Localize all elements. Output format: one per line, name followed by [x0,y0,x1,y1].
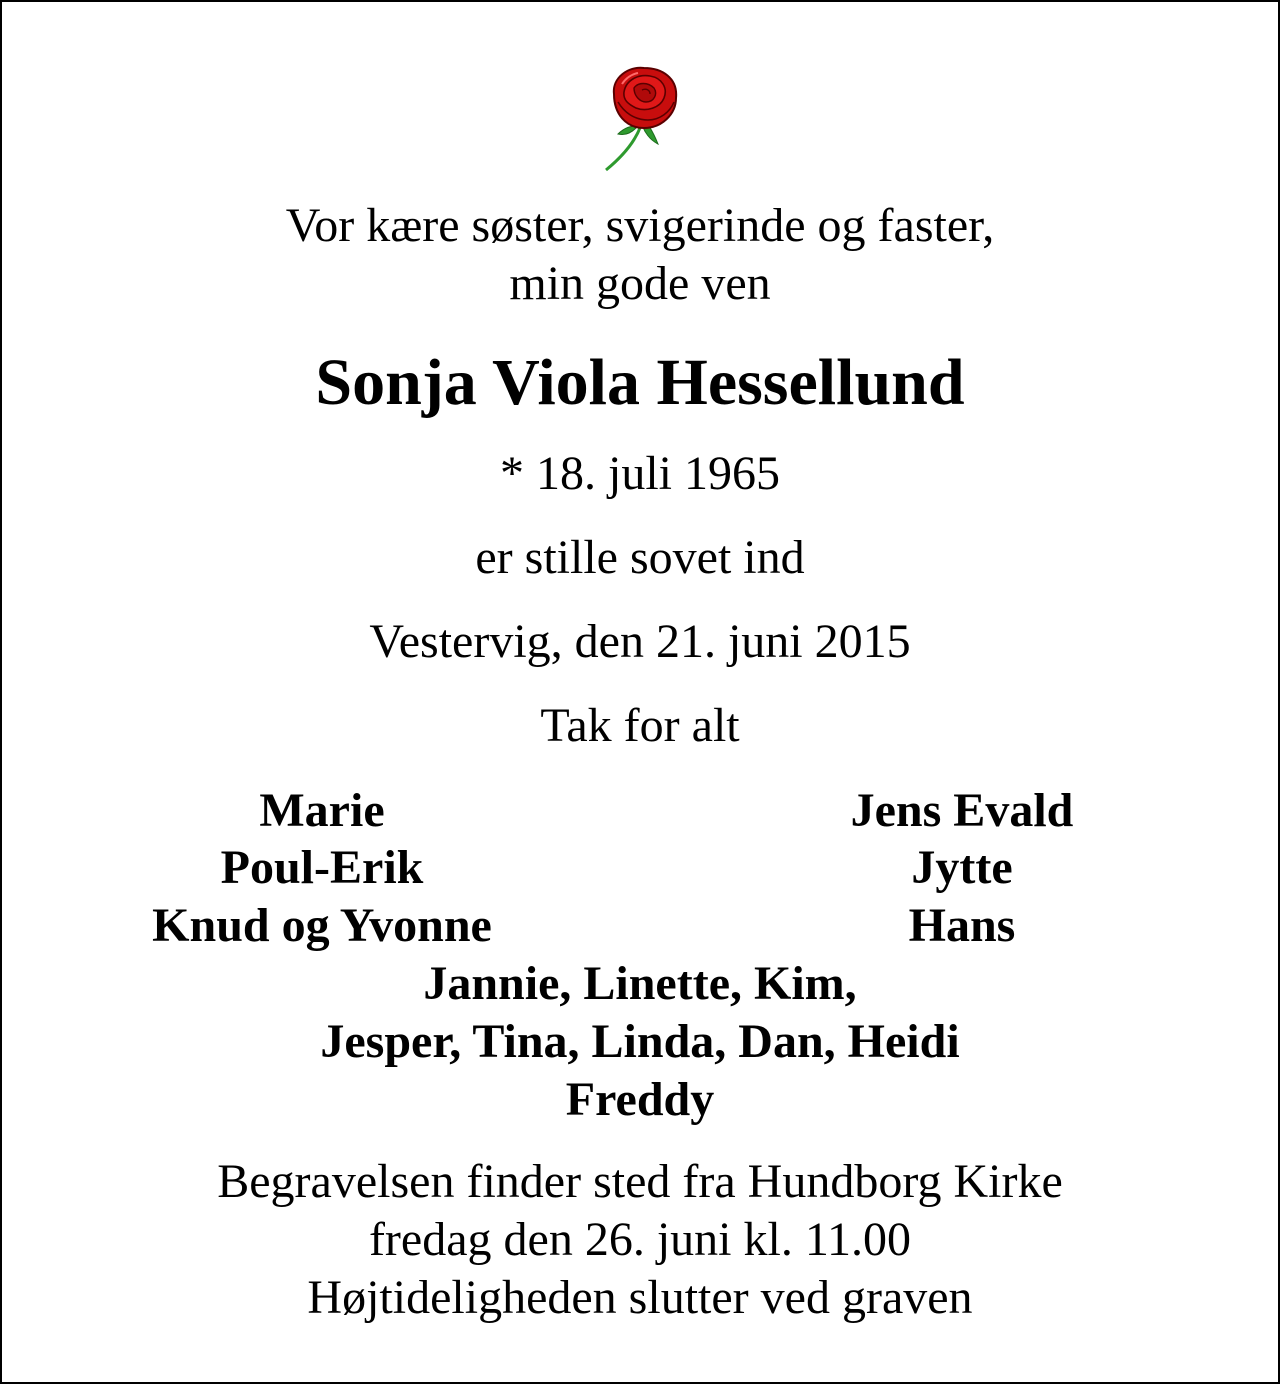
mourner-left-1: Marie [259,784,385,837]
rose-icon [598,64,684,172]
funeral-line-3: Højtideligheden slutter ved graven [307,1271,973,1324]
mourner-left-3: Knud og Yvonne [152,899,492,952]
deceased-name: Sonja Viola Hessellund [315,346,965,419]
place-date: Vestervig, den 21. juni 2015 [369,615,911,668]
mourner-left-2: Poul-Erik [220,841,424,894]
mourner-center-2: Jesper, Tina, Linda, Dan, Heidi [320,1015,960,1068]
intro-line-2: min gode ven [509,257,771,310]
intro-line-1: Vor kære søster, svigerinde og faster, [285,199,995,252]
birth-date: * 18. juli 1965 [499,447,780,500]
mourner-right-3: Hans [908,899,1016,952]
passed-text: er stille sovet ind [475,531,805,584]
mourner-right-2: Jytte [911,841,1013,894]
mourner-right-1: Jens Evald [850,784,1074,837]
funeral-line-2: fredag den 26. juni kl. 11.00 [368,1213,912,1266]
mourner-center-1: Jannie, Linette, Kim, [423,957,857,1010]
funeral-line-1: Begravelsen finder sted fra Hundborg Kirke [217,1155,1063,1208]
thanks-text: Tak for alt [540,699,740,752]
mourner-center-3: Freddy [565,1073,715,1126]
